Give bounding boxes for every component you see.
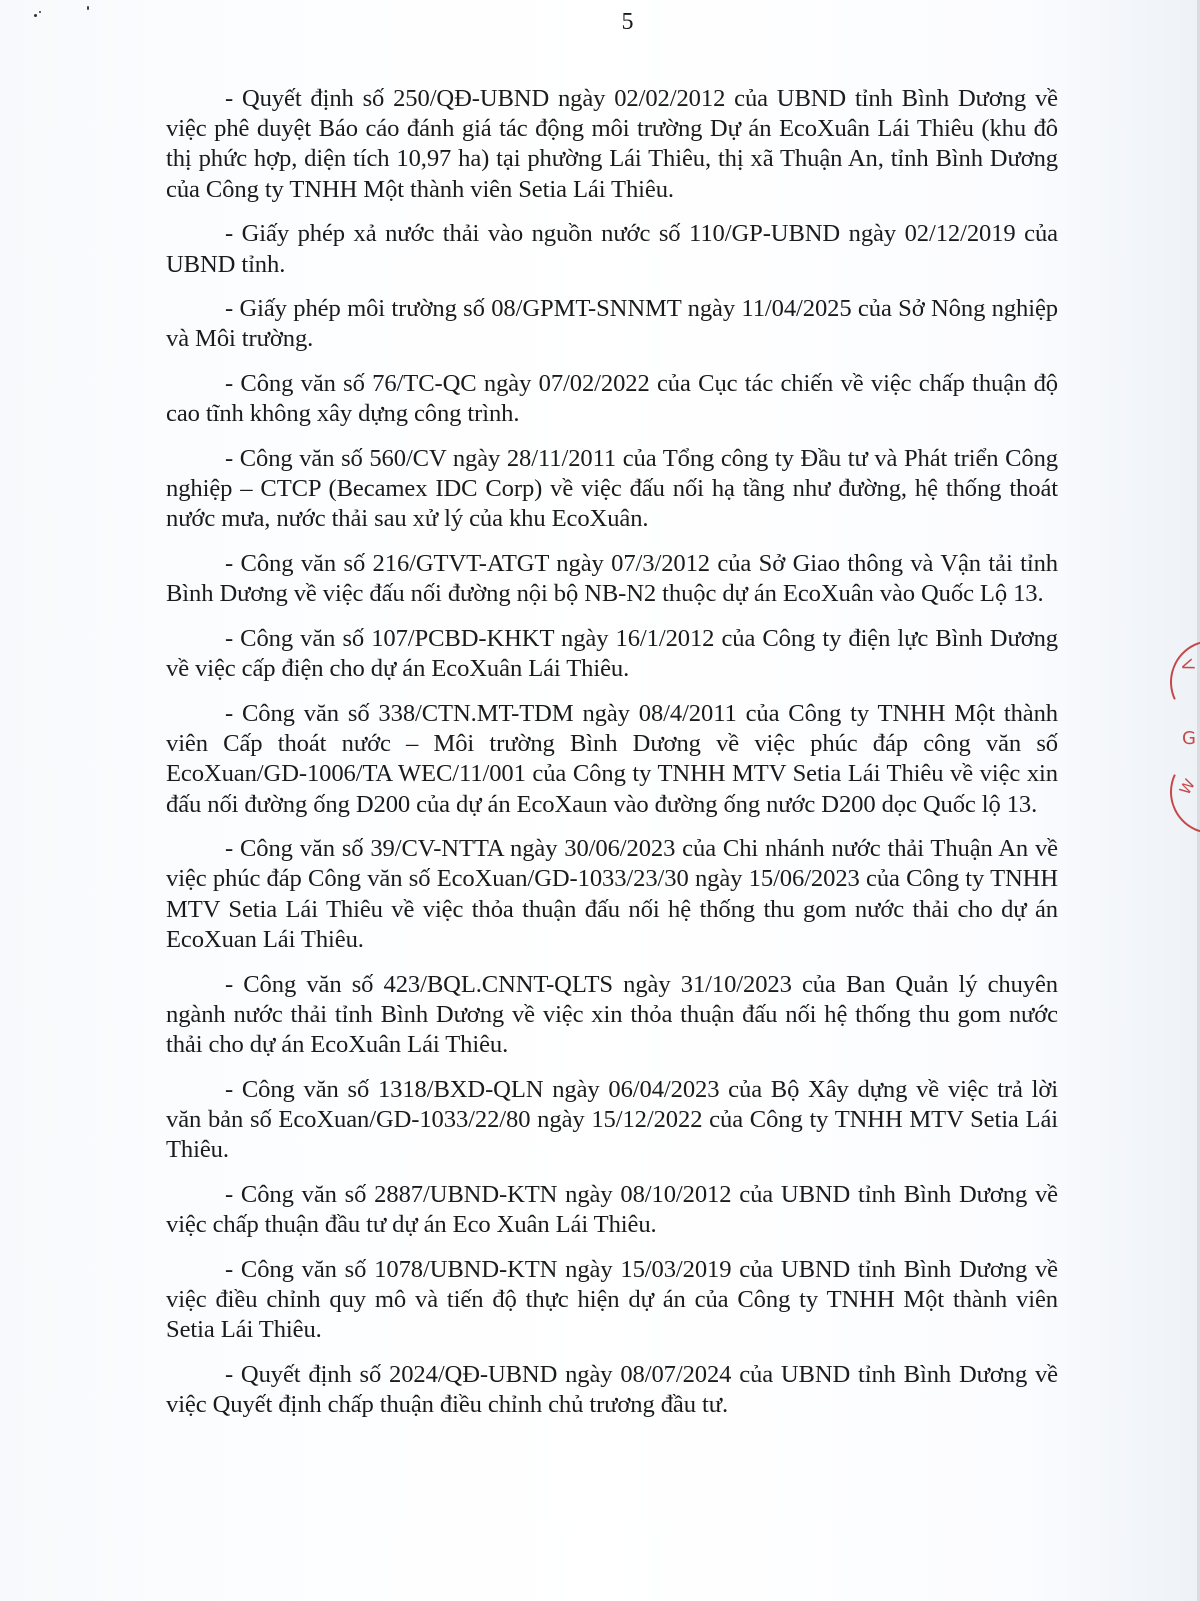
list-item: - Giấy phép xả nước thải vào nguồn nước số 110/GP-UBND ngày 02/12/2019 của UBND tỉnh. [166,220,1058,278]
list-item: - Công văn số 338/CTN.MT-TDM ngày 08/4/2011 của Công ty TNHH Một thành viên Cấp thoát nước – Môi trường Bình Dương về việc phúc đáp công văn số EcoXuan/GD-1006/TA WEC/11/001 của Công ty TNHH MTV Setia Lái Thiêu về việc xin đấu nối đường ống D200 của dự án EcoXaun vào đường ống nước D200 dọc Quốc lộ 13. [166,699,1058,818]
red-seal-stamp-fragment [1160,640,1200,820]
list-item: - Công văn số 1078/UBND-KTN ngày 15/03/2019 của UBND tỉnh Bình Dương về việc điều chỉnh quy mô và tiến độ thực hiện dự án của Công ty TNHH Một thành viên Setia Lái Thiêu. [166,1255,1058,1344]
list-item: - Công văn số 39/CV-NTTA ngày 30/06/2023 của Chi nhánh nước thải Thuận An về việc phúc đáp Công văn số EcoXuan/GD-1033/23/30 ngày 15/06/2023 của Công ty TNHH MTV Setia Lái Thiêu về việc thỏa thuận đấu nối hệ thống thu gom nước thải cho dự án EcoXuan Lái Thiêu. [166,835,1058,953]
list-item: - Quyết định số 2024/QĐ-UBND ngày 08/07/2024 của UBND tỉnh Bình Dương về việc Quyết định chấp thuận điều chỉnh chủ trương đầu tư. [166,1360,1058,1419]
stamp-letter: V [1176,657,1199,674]
list-item: - Công văn số 216/GTVT-ATGT ngày 07/3/2012 của Sở Giao thông và Vận tải tỉnh Bình Dương về việc đấu nối đường nội bộ NB-N2 thuộc dự án EcoXuân vào Quốc Lộ 13. [166,550,1058,608]
stamp-letter: G [1182,728,1196,749]
list-item: - Công văn số 76/TC-QC ngày 07/02/2022 của Cục tác chiến về việc chấp thuận độ cao tĩnh không xây dựng công trình. [166,370,1058,428]
list-item: - Công văn số 107/PCBD-KHKT ngày 16/1/2012 của Công ty điện lực Bình Dương về việc cấp điện cho dự án EcoXuân Lái Thiêu. [166,625,1058,683]
document-body [166,84,1058,1435]
list-item: - Giấy phép môi trường số 08/GPMT-SNNMT ngày 11/04/2025 của Sở Nông nghiệp và Môi trường. [166,295,1058,353]
stamp-letter: W [1175,776,1199,798]
list-item: - Công văn số 1318/BXD-QLN ngày 06/04/2023 của Bộ Xây dựng về việc trả lời văn bản số EcoXuan/GD-1033/22/80 ngày 15/12/2022 của Công ty TNHH MTV Setia Lái Thiêu. [166,1075,1058,1164]
list-item: - Công văn số 423/BQL.CNNT-QLTS ngày 31/10/2023 của Ban Quản lý chuyên ngành nước thải tỉnh Bình Dương về việc xin thỏa thuận đấu nối hệ thống thu gom nước thải cho dự án EcoXuân Lái Thiêu. [166,970,1058,1058]
list-item: - Công văn số 560/CV ngày 28/11/2011 của Tổng công ty Đầu tư và Phát triển Công nghiệp – CTCP (Becamex IDC Corp) về việc đấu nối hạ tầng như đường, hệ thống thoát nước mưa, nước thải sau xử lý của khu EcoXuân. [166,445,1058,533]
list-item: - Công văn số 2887/UBND-KTN ngày 08/10/2012 của UBND tỉnh Bình Dương về việc chấp thuận đầu tư dự án Eco Xuân Lái Thiêu. [166,1180,1058,1238]
list-item: - Quyết định số 250/QĐ-UBND ngày 02/02/2012 của UBND tỉnh Bình Dương về việc phê duyệt Báo cáo đánh giá tác động môi trường Dự án EcoXuân Lái Thiêu (khu đô thị phức hợp, diện tích 10,97 ha) tại phường Lái Thiêu, thị xã Thuận An, tỉnh Bình Dương của Công ty TNHH Một thành viên Setia Lái Thiêu. [166,85,1058,203]
page-number: 5 [621,9,634,35]
stamp-arc [1158,628,1200,736]
